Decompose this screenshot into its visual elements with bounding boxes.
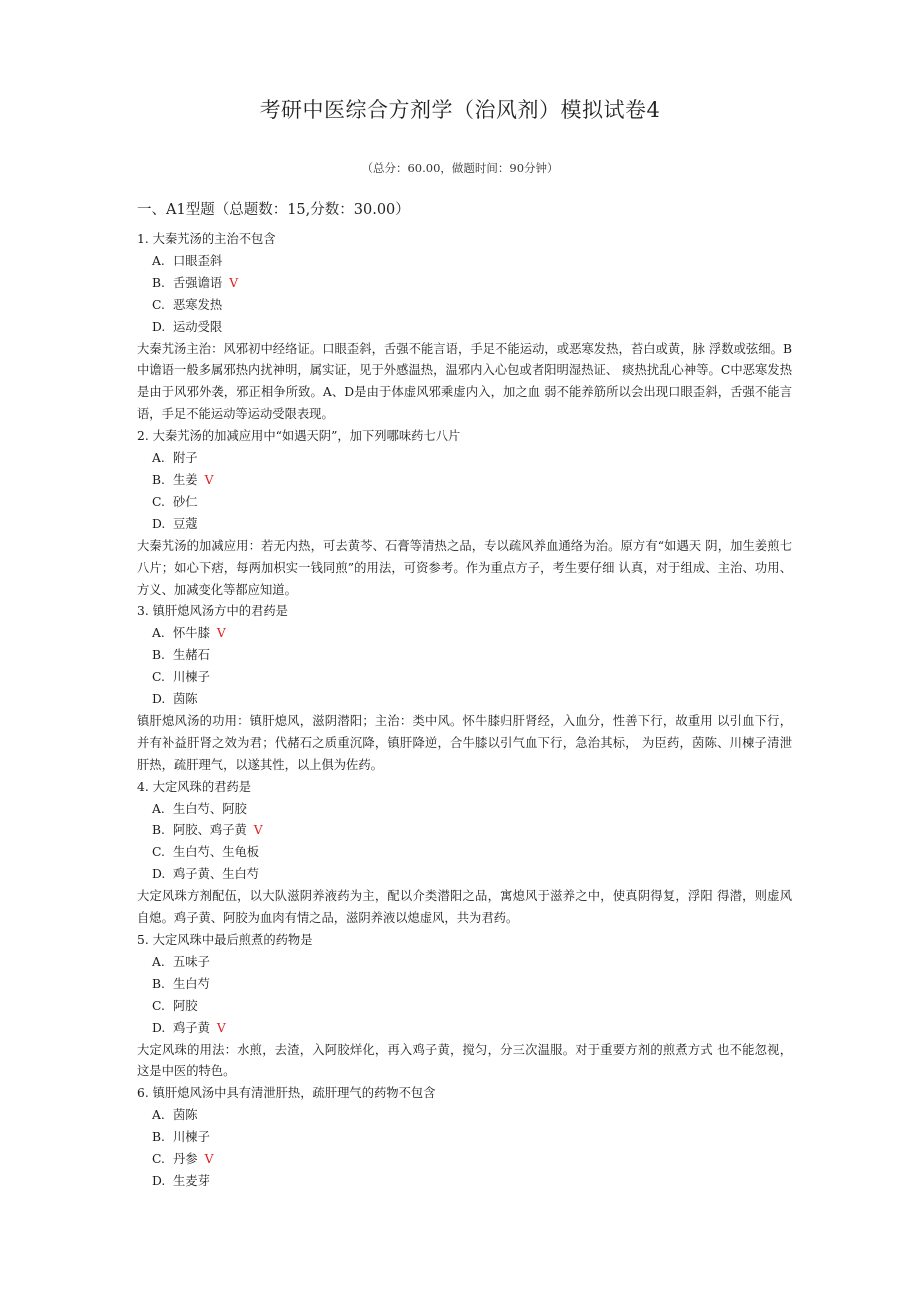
question-stem: 2. 大秦艽汤的加减应用中“如遇天阴”，加下列哪味药七八片 xyxy=(137,429,461,444)
question-stem: 5. 大定风珠中最后煎煮的药物是 xyxy=(137,933,313,947)
question-block xyxy=(137,777,792,930)
option-b: B. 阿胶、鸡子黄 V xyxy=(152,823,263,838)
option-d: D. 茵陈 xyxy=(152,692,198,707)
explanation: 大定风珠的用法：水煎，去渣，入阿胶烊化，再入鸡子黄，搅匀，分三次温服。对于重要方剂的煎煮方式 也不能忽视，这是中医的特色。 xyxy=(137,1042,792,1079)
option-a: A. 茵陈 xyxy=(152,1108,198,1123)
option-c: C. 砂仁 xyxy=(152,494,198,509)
page-title: 考研中医综合方剂学（治风剂）模拟试卷4 xyxy=(259,98,661,122)
option-b: B. 舌强谵语 V xyxy=(152,275,239,290)
option-b: B. 川楝子 xyxy=(152,1130,210,1145)
question-block xyxy=(137,1083,792,1193)
correct-answer-mark: V xyxy=(253,823,263,838)
exam-info: （总分：60.00，做题时间：90分钟） xyxy=(361,161,559,175)
explanation: 大定风珠方剂配伍，以大队滋阴养液药为主，配以介类潜阳之品，寓熄风于滋养之中，使真阴得复，浮阳 得潜，则虚风自熄。鸡子黄、阿胶为血肉有情之品，滋阴养液以熄虚风，共为君药。 xyxy=(137,889,792,926)
correct-answer-mark: V xyxy=(229,275,239,290)
option-d: D. 鸡子黄、生白芍 xyxy=(152,867,260,882)
question-stem: 1. 大秦艽汤的主治不包含 xyxy=(137,232,276,246)
option-c: C. 生白芍、生龟板 xyxy=(152,845,260,860)
question-block xyxy=(137,930,792,1083)
option-b: B. 生赭石 xyxy=(152,648,210,663)
option-a: A. 口眼歪斜 xyxy=(152,253,223,268)
correct-answer-mark: V xyxy=(216,626,226,641)
option-c: C. 川楝子 xyxy=(152,670,210,685)
correct-answer-mark: V xyxy=(204,1152,214,1167)
option-d: D. 鸡子黄 V xyxy=(152,1020,226,1035)
question-block xyxy=(137,601,792,776)
question-block xyxy=(137,229,792,426)
option-c: C. 丹参 V xyxy=(152,1152,214,1167)
option-d: D. 生麦芽 xyxy=(152,1173,210,1188)
explanation: 镇肝熄风汤的功用：镇肝熄风，滋阴潜阳；主治：类中风。怀牛膝归肝肾经，入血分，性善下行，故重用 以引血下行，并有补益肝肾之效为君；代赭石之质重沉降，镇肝降逆，合牛膝以引气血下行，急治其标， 为臣药，茵陈、川楝子清泄肝热，疏肝理气，以遂其性，以上俱为佐药。 xyxy=(137,713,792,772)
question-stem: 4. 大定风珠的君药是 xyxy=(137,779,252,794)
option-b: B. 生姜 V xyxy=(152,472,214,487)
correct-answer-mark: V xyxy=(204,472,214,487)
option-a: A. 生白芍、阿胶 xyxy=(152,801,247,816)
question-list xyxy=(137,229,792,1193)
option-a: A. 怀牛膝 V xyxy=(152,626,226,641)
section-heading: 一、A1型题（总题数：15,分数：30.00） xyxy=(137,202,410,218)
option-b: B. 生白芍 xyxy=(152,976,210,991)
question-stem: 3. 镇肝熄风汤方中的君药是 xyxy=(137,604,288,619)
explanation: 大秦艽汤主治：风邪初中经络证。口眼歪斜，舌强不能言语，手足不能运动，或恶寒发热，苔白或黄，脉 浮数或弦细。B中谵语一般多属邪热内扰神明，属实证，见于外感温热，温邪内入心包或者阳明湿热证、 痰热扰乱心神等。C中恶寒发热是由于风邪外袭，邪正相争所致。A、D是由于体虚风邪乘虚内入，加之血 弱不能养筋所以会出现口眼歪斜，舌强不能言语，手足不能运动等运动受限表现。 xyxy=(137,341,792,422)
option-a: A. 附子 xyxy=(152,451,198,466)
option-c: C. 恶寒发热 xyxy=(152,297,223,312)
option-d: D. 豆蔻 xyxy=(152,516,198,531)
question-block xyxy=(137,426,792,601)
option-c: C. 阿胶 xyxy=(152,998,198,1013)
explanation: 大秦艽汤的加减应用：若无内热，可去黄芩、石膏等清热之品，专以疏风养血通络为治。原方有“如遇天 阴，加生姜煎七八片；如心下痞，每两加枳实一钱同煎”的用法，可资参考。作为重点方子，考生要仔细 认真，对于组成、主治、功用、方义、加减变化等都应知道。 xyxy=(137,538,792,597)
correct-answer-mark: V xyxy=(216,1020,226,1035)
option-d: D. 运动受限 xyxy=(152,319,223,334)
option-a: A. 五味子 xyxy=(152,954,210,969)
question-stem: 6. 镇肝熄风汤中具有清泄肝热，疏肝理气的药物不包含 xyxy=(137,1086,436,1101)
